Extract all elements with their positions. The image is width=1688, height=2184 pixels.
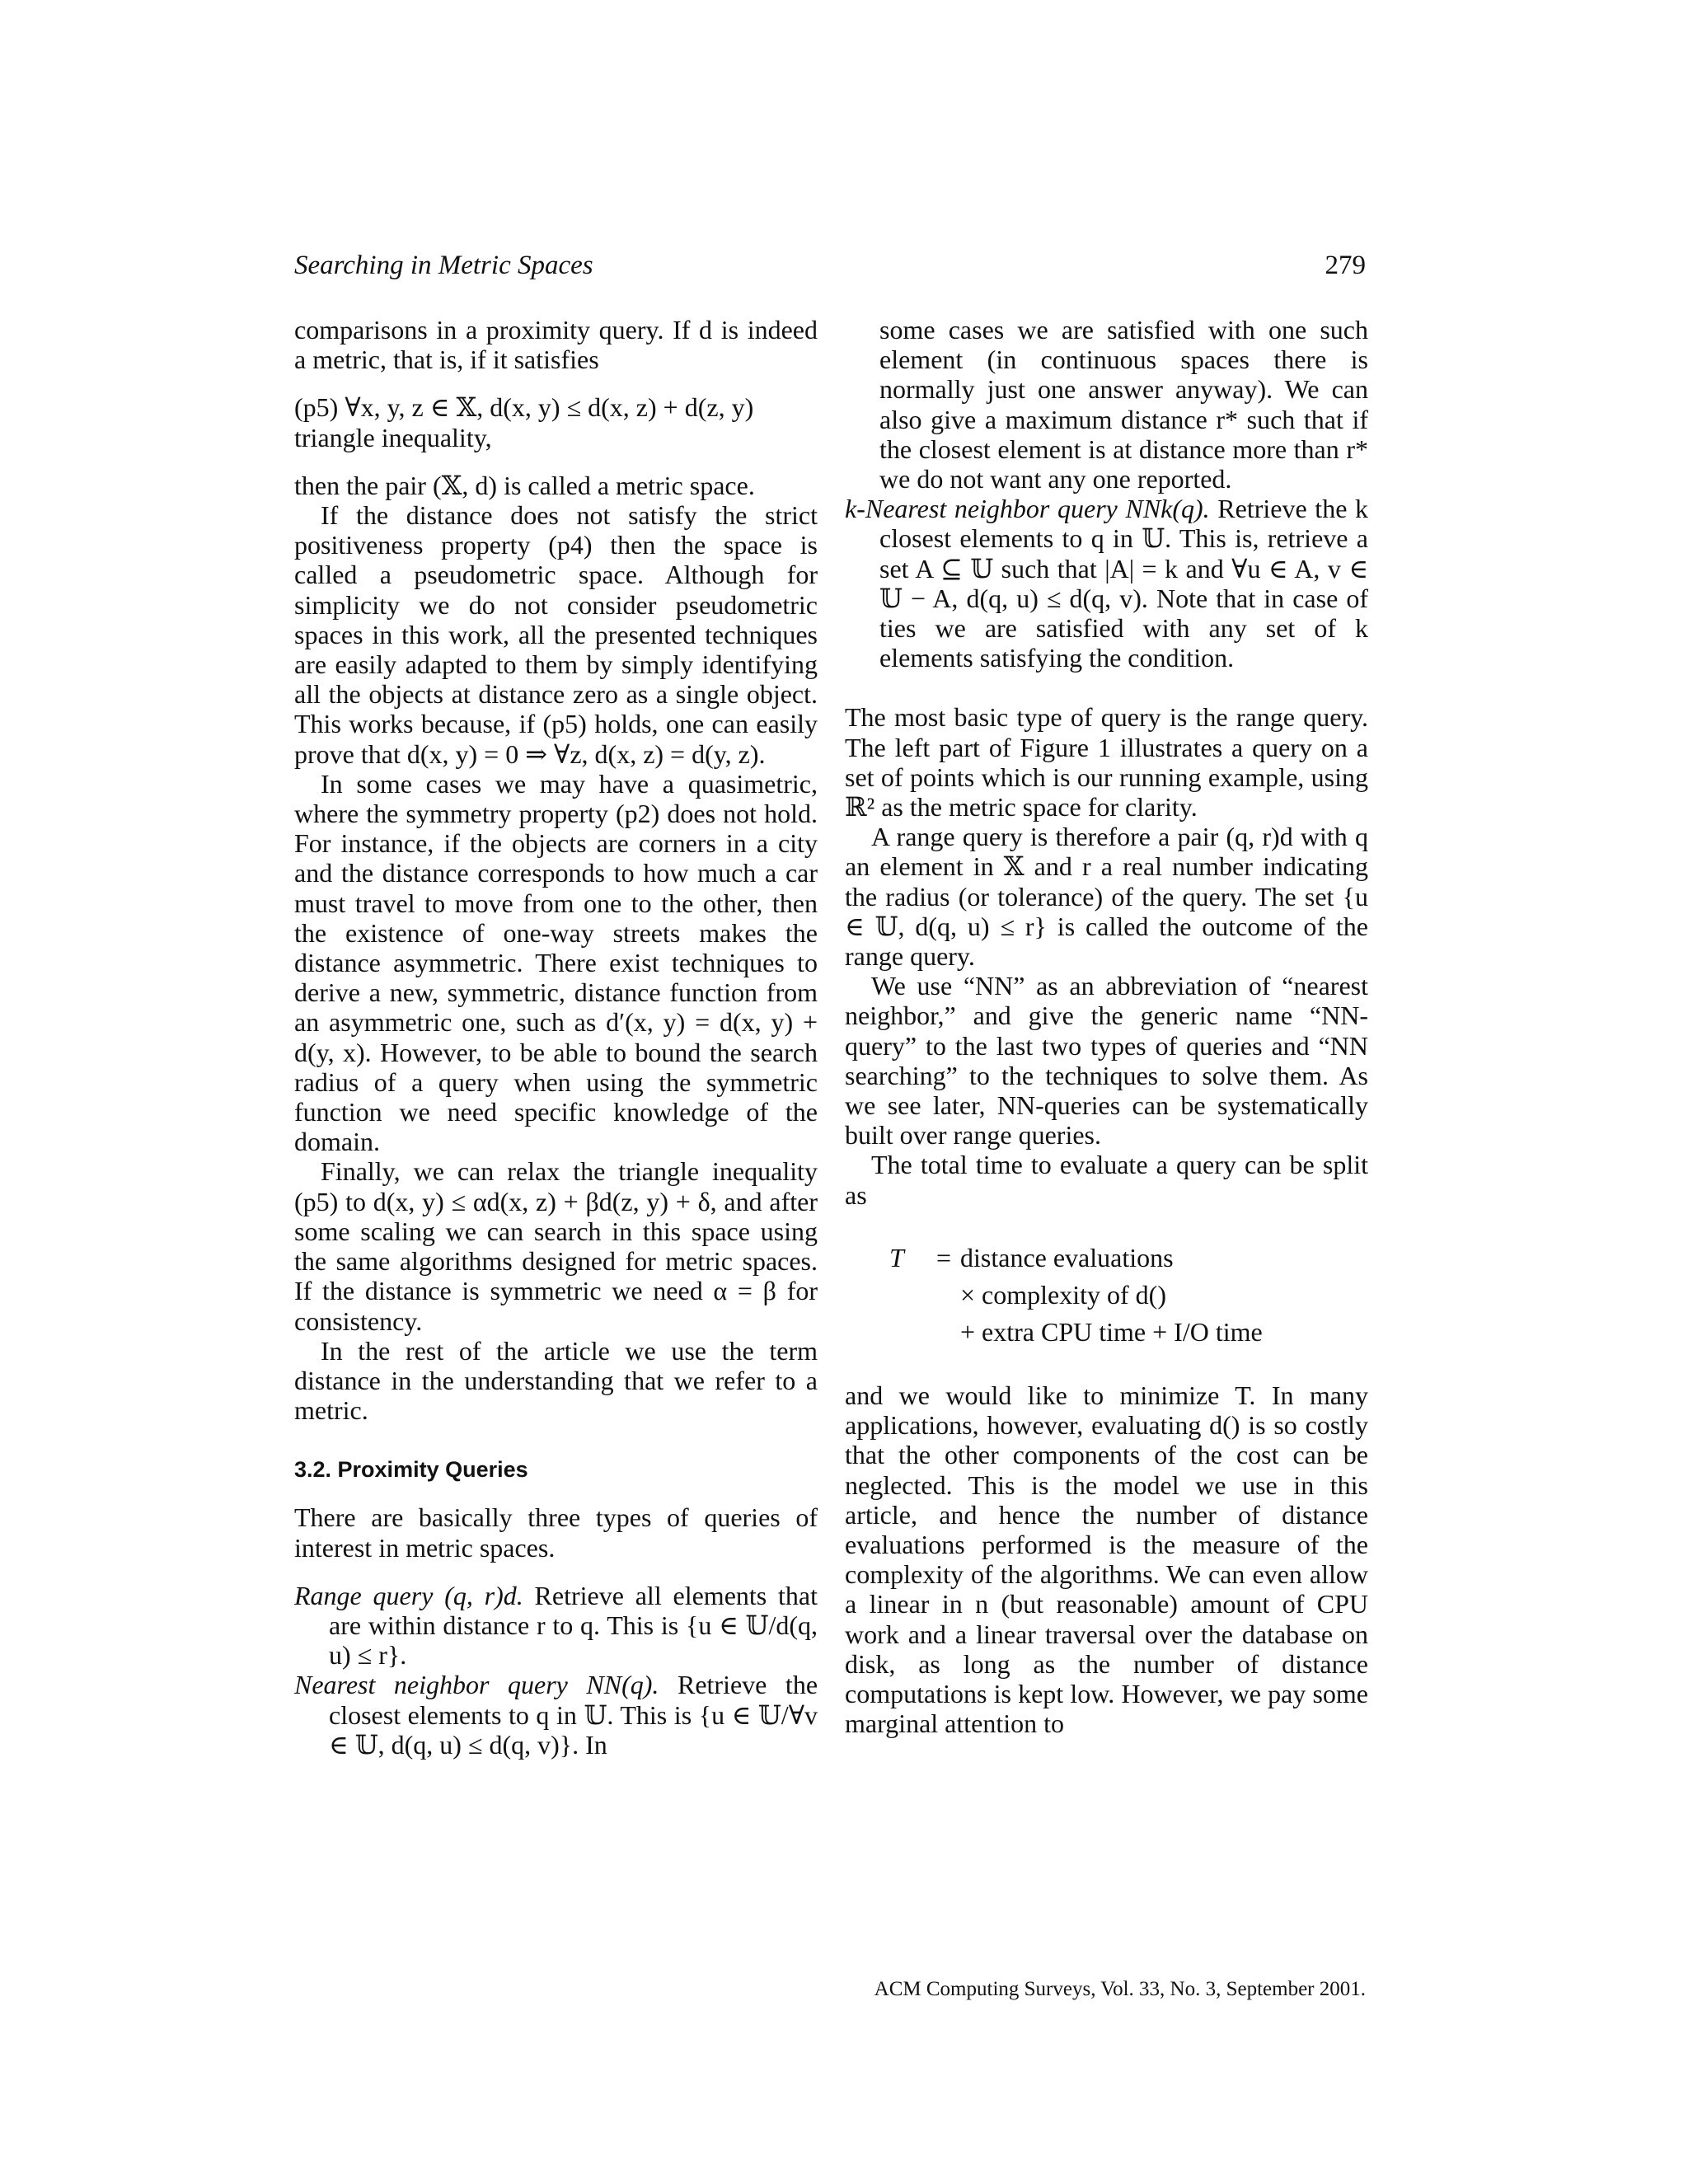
paragraph: The total time to evaluate a query can be split as: [845, 1150, 1368, 1210]
definition-nn-query: [294, 1670, 818, 1760]
paragraph: There are basically three types of queries of interest in metric spaces.: [294, 1502, 818, 1563]
paragraph: If the distance does not satisfy the strict positiveness property (p4) then the space is called a pseudometric space. Although for simplicity we do not consider pseudometric spaces in this work, all the presented techniques are easily adapted to them by simply identifying all the objects at distance zero as a single object. This works because, if (p5) holds, one can easily prove that d(x, y) = 0 ⇒ ∀z, d(x, z) = d(y, z).: [294, 500, 818, 769]
definition-range-query: [294, 1581, 818, 1671]
right-column: [845, 315, 1368, 1738]
paragraph: The most basic type of query is the range query. The left part of Figure 1 illustrates a query on a set of points which is our running example, using ℝ² as the metric space for clarity.: [845, 702, 1368, 823]
paragraph: and we would like to minimize T. In many applications, however, evaluating d() is so costly that the other components of the cost can be neglected. This is the model we use in this article, and hence the number of distance evaluations performed is the measure of the complexity of the algorithms. We can even allow a linear in n (but reasonable) amount of CPU work and a linear traversal over the database on disk, as long as the number of distance computations is kept low. However, we pay some marginal attention to: [845, 1380, 1368, 1739]
definition-term: k-Nearest neighbor query NNk(q).: [845, 494, 1210, 524]
equation-lhs: T: [889, 1242, 904, 1272]
definition-term: Nearest neighbor query NN(q).: [294, 1670, 659, 1700]
paragraph: comparisons in a proximity query. If d is indeed a metric, that is, if it satisfies: [294, 315, 818, 375]
definition-text: Retrieve all elements that are within distance r to q. This is {u ∈ 𝕌/d(q, u) ≤ r}.: [329, 1580, 818, 1671]
paragraph: We use “NN” as an abbreviation of “nearest neighbor,” and give the generic name “NN-query” to the last two types of queries and “NN searching” to the techniques to solve them. As we see later, NN-queries can be systematically built over range queries.: [845, 971, 1368, 1151]
page-number: 279: [1325, 251, 1366, 280]
section-heading: 3.2. Proximity Queries: [294, 1457, 528, 1483]
definition-term: Range query (q, r)d.: [294, 1580, 523, 1610]
equation-line: × complexity of d(): [960, 1279, 1166, 1310]
journal-footer: ACM Computing Surveys, Vol. 33, No. 3, September 2001.: [874, 1978, 1366, 2000]
triangle-inequality-formula: (p5) ∀x, y, z ∈ 𝕏, d(x, y) ≤ d(x, z) + d(z, y): [294, 392, 754, 423]
definition-text: Retrieve the closest elements to q in 𝕌. This is {u ∈ 𝕌/∀v ∈ 𝕌, d(q, u) ≤ d(q, v)}. In: [329, 1670, 818, 1760]
paragraph: A range query is therefore a pair (q, r)d with q an element in 𝕏 and r a real number indicating the radius (or tolerance) of the query. The set {u ∈ 𝕌, d(q, u) ≤ r} is called the outcome of the range query.: [845, 822, 1368, 972]
equation-line: distance evaluations: [960, 1242, 1174, 1272]
paragraph: Finally, we can relax the triangle inequality (p5) to d(x, y) ≤ αd(x, z) + βd(z, y) + δ, and after some scaling we can search in this space using the same algorithms designed for metric spaces. If the distance is symmetric we need α = β for consistency.: [294, 1156, 818, 1336]
equation-operator: =: [935, 1242, 952, 1272]
paragraph: In the rest of the article we use the term distance in the understanding that we refer to a metric.: [294, 1335, 818, 1426]
triangle-inequality-label: triangle inequality,: [294, 422, 492, 452]
running-title: Searching in Metric Spaces: [294, 251, 593, 280]
paragraph: In some cases we may have a quasimetric, where the symmetry property (p2) does not hold. For instance, if the objects are corners in a city and the distance corresponds to how much a car must travel to move from one to the other, then the existence of one-way streets makes the distance asymmetric. There exist techniques to derive a new, symmetric, distance function from an asymmetric one, such as d′(x, y) = d(x, y) + d(y, x). However, to be able to bound the search radius of a query when using the symmetric function we need specific knowledge of the domain.: [294, 768, 818, 1157]
definition-knn-query: [845, 494, 1368, 673]
running-header: [294, 246, 1366, 285]
equation-line: + extra CPU time + I/O time: [960, 1316, 1263, 1347]
left-column: [294, 315, 818, 1760]
definition-continuation: some cases we are satisfied with one such element (in continuous spaces there is normally just one answer anyway). We can also give a maximum distance r* such that if the closest element is at distance more than r* we do not want any one reported.: [879, 315, 1368, 494]
paragraph: then the pair (𝕏, d) is called a metric space.: [294, 470, 755, 500]
cost-equation: [845, 1240, 1368, 1351]
definition-text: Retrieve the k closest elements to q in 𝕌. This is, retrieve a set A ⊆ 𝕌 such that |A| = k and ∀u ∈ A, v ∈ 𝕌 − A, d(q, u) ≤ d(q, v). Note that in case of ties we are satisfied with any set of k elements satisfying the condition.: [879, 494, 1369, 673]
